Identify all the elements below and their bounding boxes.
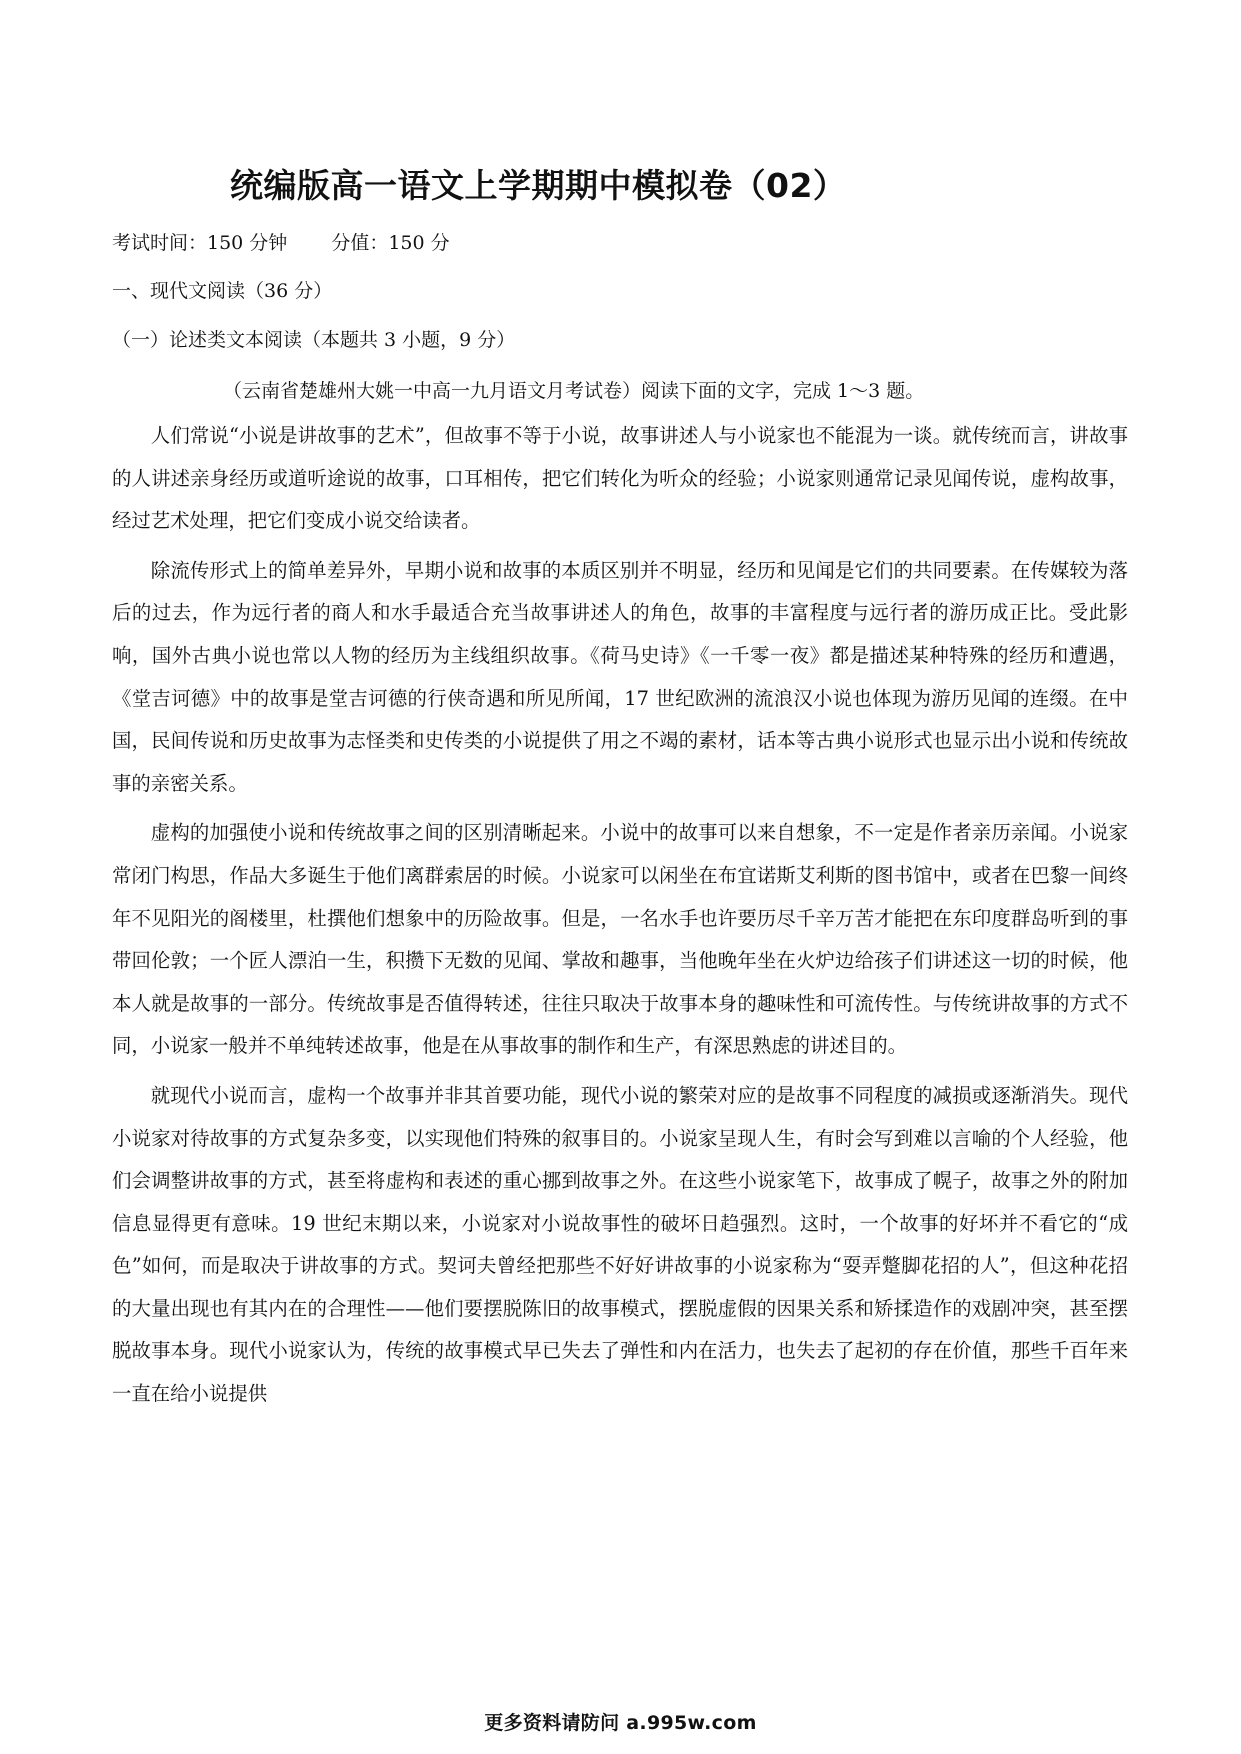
page-title: 统编版高一语文上学期期中模拟卷（02） [230, 166, 847, 205]
exam-meta [112, 228, 450, 255]
passage-paragraph: 就现代小说而言，虚构一个故事并非其首要功能，现代小说的繁荣对应的是故事不同程度的减损或逐渐消失。现代小说家对待故事的方式复杂多变，以实现他们特殊的叙事目的。小说家呈现人生，有时会写到难以言喻的个人经验，他们会调整讲故事的方式，甚至将虚构和表述的重心挪到故事之外。在这些小说家笔下，故事成了幌子，故事之外的附加信息显得更有意味。19 世纪末期以来，小说家对小说故事性的破坏日趋强烈。这时，一个故事的好坏并不看它的“成色”如何，而是取决于讲故事的方式。契诃夫曾经把那些不好好讲故事的小说家称为“耍弄蹩脚花招的人”，但这种花招的大量出现也有其内在的合理性——他们要摆脱陈旧的故事模式，摆脱虚假的因果关系和矫揉造作的戏剧冲突，甚至摆脱故事本身。现代小说家认为，传统的故事模式早已失去了弹性和内在活力，也失去了起初的存在价值，那些千百年来一直在给小说提供 [112, 1083, 1128, 1406]
passage-body [112, 415, 1128, 1423]
exam-time: 考试时间：150 分钟 [112, 232, 288, 254]
passage-paragraph: 人们常说“小说是讲故事的艺术”，但故事不等于小说，故事讲述人与小说家也不能混为一谈。就传统而言，讲故事的人讲述亲身经历或道听途说的故事，口耳相传，把它们转化为听众的经验；小说家则通常记录见闻传说，虚构故事，经过艺术处理，把它们变成小说交给读者。 [112, 424, 1128, 533]
exam-score: 分值：150 分 [331, 232, 450, 254]
passage-paragraph: 虚构的加强使小说和传统故事之间的区别清晰起来。小说中的故事可以来自想象，不一定是作者亲历亲闻。小说家常闭门构思，作品大多诞生于他们离群索居的时候。小说家可以闲坐在布宜诺斯艾利斯的图书馆中，或者在巴黎一间终年不见阳光的阁楼里，杜撰他们想象中的历险故事。但是，一名水手也许要历尽千辛万苦才能把在东印度群岛听到的事带回伦敦；一个匠人漂泊一生，积攒下无数的见闻、掌故和趣事，当他晚年坐在火炉边给孩子们讲述这一切的时候，他本人就是故事的一部分。传统故事是否值得转述，往往只取决于故事本身的趣味性和可流传性。与传统讲故事的方式不同，小说家一般并不单纯转述故事，他是在从事故事的制作和生产，有深思熟虑的讲述目的。 [112, 821, 1128, 1058]
passage-paragraph: 除流传形式上的简单差异外，早期小说和故事的本质区别并不明显，经历和见闻是它们的共同要素。在传媒较为落后的过去，作为远行者的商人和水手最适合充当故事讲述人的角色，故事的丰富程度与远行者的游历成正比。受此影响，国外古典小说也常以人物的经历为主线组织故事。《荷马史诗》《一千零一夜》都是描述某种特殊的经历和遭遇，《堂吉诃德》中的故事是堂吉诃德的行侠奇遇和所见所闻，17 世纪欧洲的流浪汉小说也体现为游历见闻的连缀。在中国，民间传说和历史故事为志怪类和史传类的小说提供了用之不竭的素材，话本等古典小说形式也显示出小说和传统故事的亲密关系。 [112, 558, 1128, 795]
section-heading: 一、现代文阅读（36 分） [112, 280, 333, 302]
subsection-heading: （一）论述类文本阅读（本题共 3 小题，9 分） [112, 329, 516, 351]
footer-link-text: 更多资料请防问 a.995w.com [484, 1712, 757, 1734]
passage-source: （云南省楚雄州大姚一中高一九月语文月考试卷）阅读下面的文字，完成 1～3 题。 [223, 380, 925, 402]
